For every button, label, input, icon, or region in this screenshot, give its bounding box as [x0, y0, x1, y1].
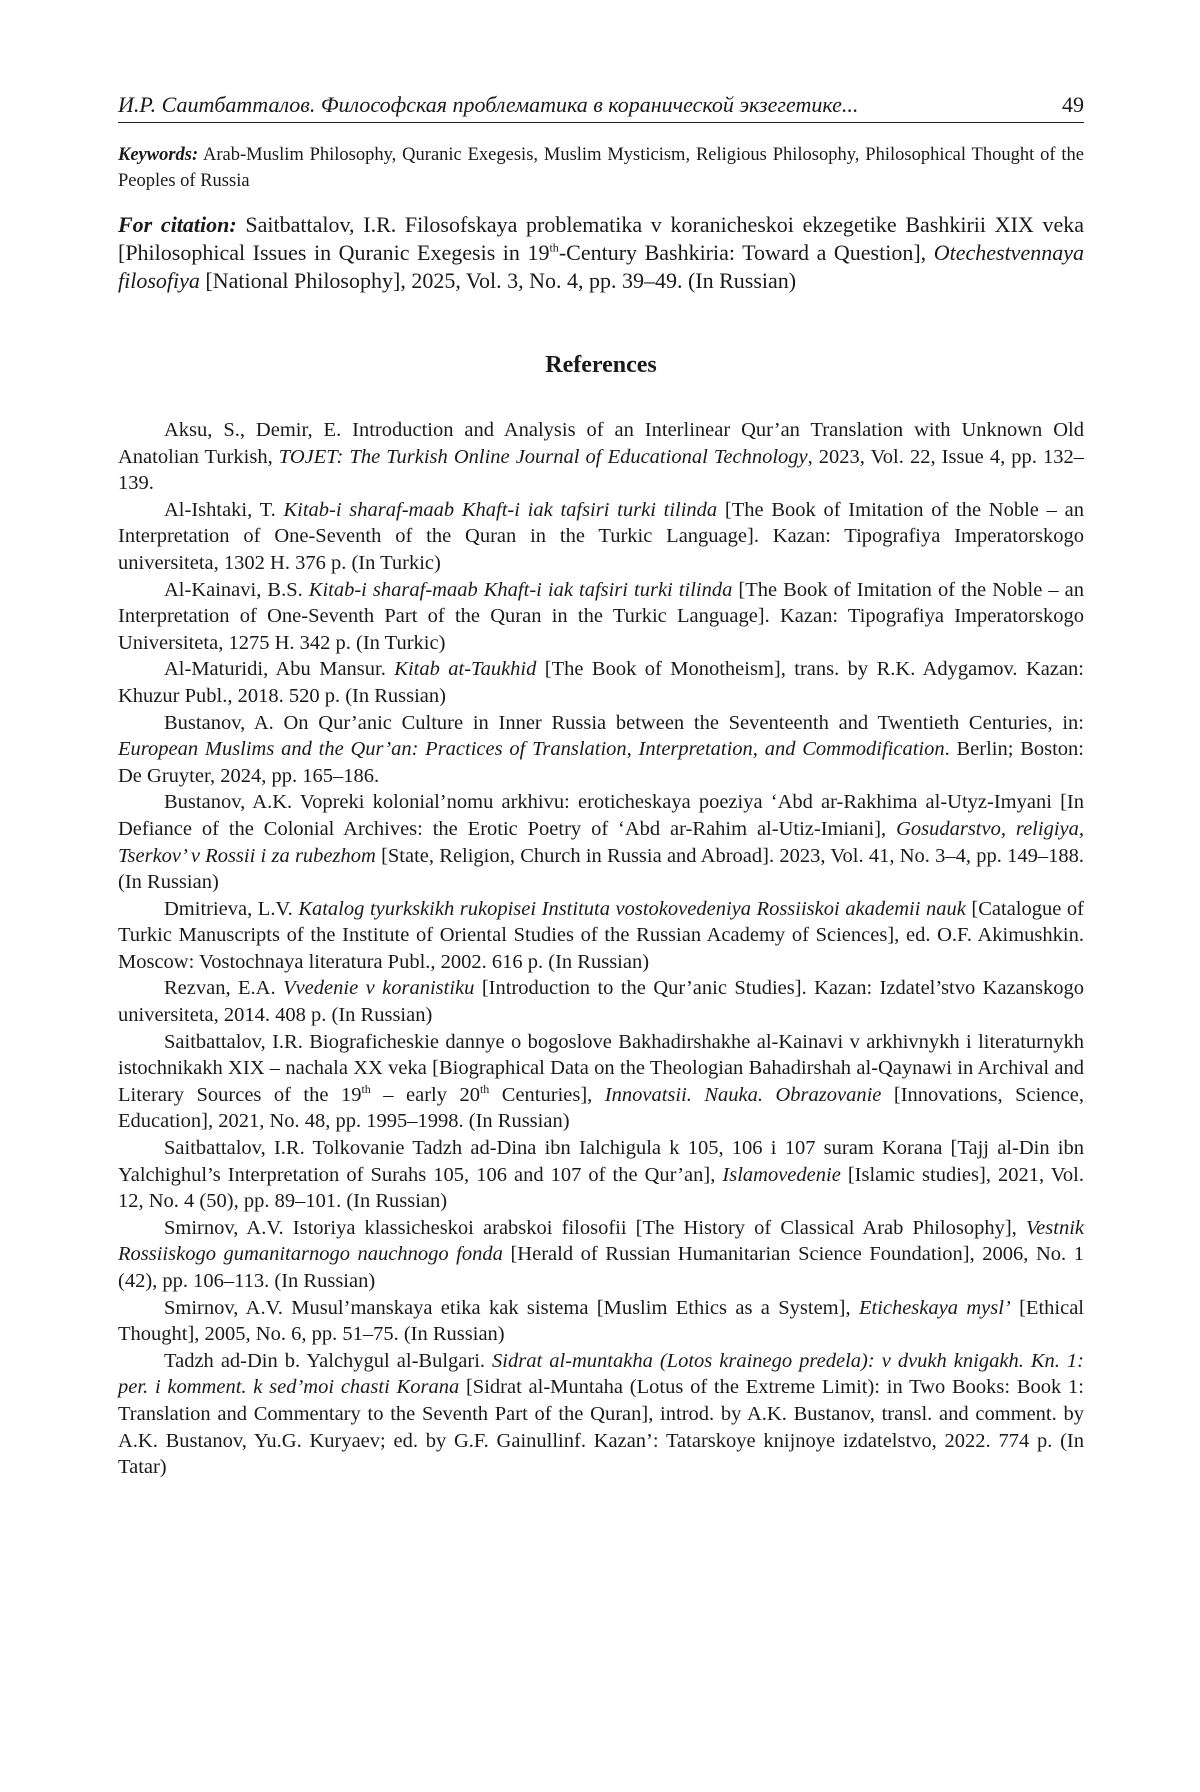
reference-item: Dmitrieva, L.V. Katalog tyurkskikh rukopisei Instituta vostokovedeniya Rossiiskoi akademii nauk [Catalogue of Turkic Manuscripts of the Institute of Oriental Studies of the Russian Academy of Sciences], ed. O.F. Akimushkin. Moscow: Vostochnaya literatura Publ., 2002. 616 p. (In Russian) [118, 897, 1084, 973]
reference-item: Al-Ishtaki, T. Kitab-i sharaf-maab Khaft-i iak tafsiri turki tilinda [The Book of Imitation of the Noble – an Interpretation of One-Seventh of the Quran in the Turkic Language]. Kazan: Tipografiya Imperatorskogo universiteta, 1302 H. 376 p. (In Turkic) [118, 498, 1084, 574]
references-list [118, 417, 1084, 1481]
reference-item: Al-Maturidi, Abu Mansur. Kitab at-Taukhid [The Book of Monotheism], trans. by R.K. Adygamov. Kazan: Khuzur Publ., 2018. 520 p. (In Russian) [118, 658, 1084, 707]
citation-text-c: [National Philosophy], 2025, Vol. 3, No. 4, pp. 39–49. (In Russian) [199, 268, 797, 293]
keywords-block [118, 142, 1084, 194]
citation-sup: th [549, 240, 559, 255]
reference-item: Al-Kainavi, B.S. Kitab-i sharaf-maab Khaft-i iak tafsiri turki tilinda [The Book of Imitation of the Noble – an Interpretation of One-Seventh Part of the Quran in the Turkic Language]. Kazan: Tipografiya Imperatorskogo Universiteta, 1275 H. 342 p. (In Turkic) [118, 578, 1084, 654]
reference-item: Tadzh ad-Din b. Yalchygul al-Bulgari. Sidrat al-muntakha (Lotos krainego predela): v dvukh knigakh. Kn. 1: per. i komment. k sed’moi chasti Korana [Sidrat al-Muntaha (Lotus of the Extreme Limit): in Two Books: Book 1: Translation and Commentary to the Seventh Part of the Quran], introd. by A.K. Bustanov, transl. and comment. by A.K. Bustanov, Yu.G. Kuryaev; ed. by G.F. Gainullinf. Kazan’: Tatarskoye knijnoye izdatelstvo, 2022. 774 p. (In Tatar) [118, 1349, 1085, 1479]
keywords-text: Arab-Muslim Philosophy, Quranic Exegesis, Muslim Mysticism, Religious Philosophy, Philosophical Thought of the Peoples of Russia [118, 145, 1084, 191]
reference-item: Smirnov, A.V. Musul’manskaya etika kak sistema [Muslim Ethics as a System], Eticheskaya mysl’ [Ethical Thought], 2005, No. 6, pp. 51–75. (In Russian) [118, 1296, 1084, 1346]
reference-item: Smirnov, A.V. Istoriya klassicheskoi arabskoi filosofii [The History of Classical Arab Philosophy], Vestnik Rossiiskogo gumanitarnogo nauchnogo fonda [Herald of Russian Humanitarian Science Foundation], 2006, No. 1 (42), pp. 106–113. (In Russian) [118, 1216, 1084, 1292]
running-title: И.Р. Саитбатталов. Философская проблематика в коранической экзегетике... [118, 92, 859, 117]
reference-item: Rezvan, E.A. Vvedenie v koranistiku [Introduction to the Qur’anic Studies]. Kazan: Izdatel’stvo Kazanskogo universiteta, 2014. 408 p. (In Russian) [118, 977, 1085, 1027]
reference-item: Bustanov, A. On Qur’anic Culture in Inner Russia between the Seventeenth and Twentieth Centuries, in: European Muslims and the Qur’an: Practices of Translation, Interpretation, and Commodification. Berlin; Boston: De Gruyter, 2024, pp. 165–186. [118, 711, 1084, 787]
reference-item: Saitbattalov, I.R. Biograficheskie dannye o bogoslove Bakhadirshakhe al-Kainavi v arkhivnykh i literaturnykh istochnikakh XIX – nachala XX veka [Biographical Data on the Theologian Bahadirshah al-Qaynawi in Archival and Literary Sources of the 19th – early 20th Centuries], Innovatsii. Nauka. Obrazovanie [Innovations, Science, Education], 2021, No. 48, pp. 1995–1998. (In Russian) [118, 1030, 1084, 1133]
references-heading: References [545, 352, 657, 378]
citation-block [118, 211, 1084, 295]
reference-item: Bustanov, A.K. Vopreki kolonial’nomu arkhivu: eroticheskaya poeziya ‘Abd ar-Rakhima al-Utyz-Imyani [In Defiance of the Colonial Archives: the Erotic Poetry of ‘Abd ar-Rahim al-Utiz-Imiani], Gosudarstvo, religiya, Tserkov’ v Rossii i za rubezhom [State, Religion, Church in Russia and Abroad]. 2023, Vol. 41, No. 3–4, pp. 149–188. (In Russian) [118, 791, 1085, 894]
citation-label: For citation: [118, 212, 237, 237]
reference-item: Saitbattalov, I.R. Tolkovanie Tadzh ad-Dina ibn Ialchigula k 105, 106 i 107 suram Korana [Tajj al-Din ibn Yalchighul’s Interpretation of Surahs 105, 106 and 107 of the Qur’an], Islamovedenie [Islamic studies], 2021, Vol. 12, No. 4 (50), pp. 89–101. (In Russian) [118, 1137, 1084, 1213]
running-header [118, 92, 1084, 123]
citation-text-a: Saitbattalov, I.R. Filosofskaya problematika v koranicheskoi ekzegetike Bashkirii XIX veka [Philosophical Issues in Quranic Exegesis in 19 [118, 212, 1084, 265]
reference-item: Aksu, S., Demir, E. Introduction and Analysis of an Interlinear Qur’an Translation with Unknown Old Anatolian Turkish, TOJET: The Turkish Online Journal of Educational Technology, 2023, Vol. 22, Issue 4, pp. 132–139. [118, 419, 1084, 495]
keywords-label: Keywords: [118, 145, 199, 165]
page-number: 49 [1062, 92, 1084, 117]
citation-journal: Otechestvennaya filosofiya [118, 240, 1084, 293]
citation-text-b: -Century Bashkiria: Toward a Question], [558, 240, 934, 265]
